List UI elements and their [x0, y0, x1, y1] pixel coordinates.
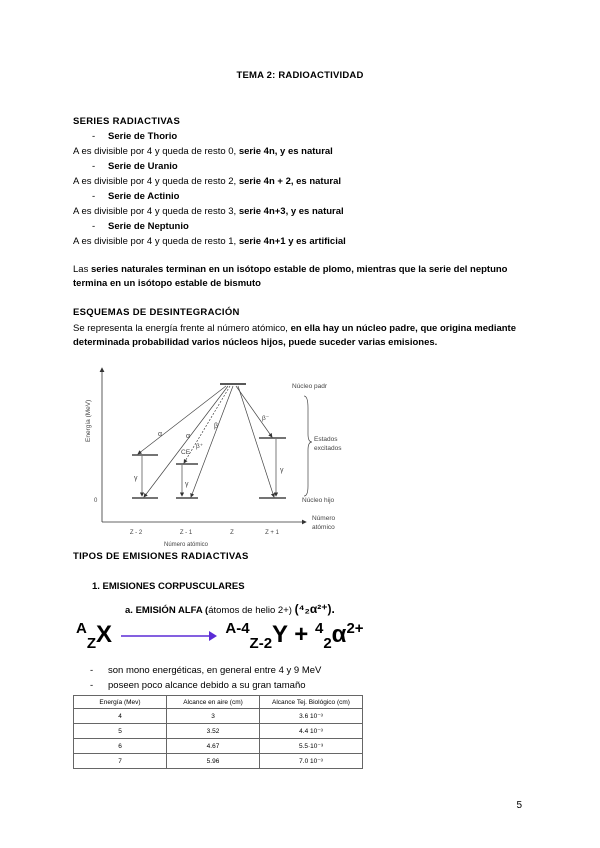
y-axis-label: Energía (MeV) — [85, 399, 92, 442]
series-desc-actinio: A es divisible por 4 y queda de resto 3, serie 4n+3, y es natural — [73, 206, 344, 217]
x-tick-z+1: Z + 1 — [265, 530, 279, 536]
gamma-label-z+1: γ — [280, 467, 284, 474]
table-cell: 3 — [167, 709, 260, 724]
series-item-neptunio: - Serie de Neptunio — [92, 221, 189, 232]
gamma-label-z-1: γ — [185, 481, 189, 488]
series-name: Serie de Uranio — [108, 161, 178, 172]
daughter-label: Núcleo hijo — [302, 497, 335, 504]
table-row — [74, 754, 363, 769]
table-cell: 7.0 10⁻³ — [260, 754, 363, 769]
series-note: Las series naturales terminan en un isótopo estable de plomo, mientras que la serie del neptuno termina en un isótopo estable de bismuto — [73, 264, 508, 289]
alpha-range-table — [73, 695, 363, 769]
alpha-bullet-1: - son mono energéticas, en general entre 4 y 9 MeV — [90, 665, 322, 676]
page-number: 5 — [516, 800, 522, 811]
beta-minus-arrow-ground — [238, 386, 274, 497]
x-tick-z-2: Z - 2 — [129, 530, 143, 536]
alpha-bullet-2: - poseen poco alcance debido a su gran tamaño — [90, 680, 306, 691]
zero-tick: 0 — [94, 498, 98, 504]
x-axis-right-2: atómico — [312, 524, 335, 531]
table-row — [74, 709, 363, 724]
ce-label: CE — [181, 449, 191, 456]
excited-brace — [304, 396, 312, 496]
table-cell: 3.52 — [167, 724, 260, 739]
table-row — [74, 739, 363, 754]
x-tick-z-1: Z - 1 — [179, 530, 193, 536]
alpha-decay-equation: $^A_Z$X $^{A-4}_{Z-2}Y + ^4_2\alpha^{2+}$ — [76, 620, 364, 652]
table-header: Alcance en aire (cm) — [167, 696, 260, 709]
decay-scheme-diagram — [76, 362, 376, 548]
emission-types-heading: TIPOS DE EMISIONES RADIACTIVAS — [73, 551, 249, 562]
series-desc-uranio: A es divisible por 4 y queda de resto 2, serie 4n + 2, es natural — [73, 176, 342, 187]
series-heading: SERIES RADIACTIVAS — [73, 116, 181, 127]
x-axis-right-1: Número — [312, 515, 336, 522]
beta-minus-arrow-excited — [236, 386, 272, 437]
ce-arrow — [184, 386, 230, 463]
series-item-actinio: - Serie de Actinio — [92, 191, 180, 202]
alpha-label: α — [158, 431, 163, 438]
beta-plus-label: β⁺ — [196, 443, 204, 450]
series-item-thorio: - Serie de Thorio — [92, 131, 178, 142]
schemes-text: Se representa la energía frente al número atómico, en ella hay un núcleo padre, que origina mediante determinada probabilidad varios núcleos hijos, puede suceder varias emisiones. — [73, 323, 516, 348]
table-cell: 4.67 — [167, 739, 260, 754]
x-axis-title: Número atómico — [163, 542, 209, 548]
table-cell: 5.96 — [167, 754, 260, 769]
beta-minus-label: β — [214, 423, 219, 430]
excited-label-2: excitados — [314, 445, 342, 452]
reaction-arrow — [119, 629, 219, 643]
table-cell: 5.5·10⁻³ — [260, 739, 363, 754]
alpha-label-2: α — [186, 433, 191, 440]
table-header-row — [74, 696, 363, 709]
table-cell: 3.6 10⁻³ — [260, 709, 363, 724]
series-name: Serie de Actinio — [108, 191, 180, 202]
table-cell: 4 — [74, 709, 167, 724]
gamma-label-z-2: γ — [134, 475, 138, 482]
series-desc-neptunio: A es divisible por 4 y queda de resto 1, serie 4n+1 y es artificial — [73, 236, 346, 247]
x-tick-z: Z — [230, 530, 234, 536]
series-item-uranio: - Serie de Uranio — [92, 161, 178, 172]
parent-label: Núcleo padr — [292, 383, 328, 390]
alpha-emission-item: a. EMISIÓN ALFA (átomos de helio 2+) (⁴₂α²⁺). — [125, 602, 335, 616]
table-cell: 5 — [74, 724, 167, 739]
series-desc-thorio: A es divisible por 4 y queda de resto 0, serie 4n, y es natural — [73, 146, 333, 157]
series-name: Serie de Neptunio — [108, 221, 189, 232]
series-name: Serie de Thorio — [108, 131, 178, 142]
alpha-arrow-excited — [138, 386, 226, 454]
page-title: TEMA 2: RADIOACTIVIDAD — [236, 70, 364, 81]
beta-minus-label-2: β⁻ — [262, 415, 270, 422]
beta-plus-arrow — [191, 386, 233, 497]
table-cell: 7 — [74, 754, 167, 769]
schemes-heading: ESQUEMAS DE DESINTEGRACIÓN — [73, 307, 240, 318]
excited-label-1: Estados — [314, 436, 338, 443]
table-row — [74, 724, 363, 739]
table-cell: 6 — [74, 739, 167, 754]
table-header: Energía (Mev) — [74, 696, 167, 709]
corpuscular-item: 1. EMISIONES CORPUSCULARES — [92, 581, 245, 592]
table-header: Alcance Tej. Biológico (cm) — [260, 696, 363, 709]
table-cell: 4.4 10⁻³ — [260, 724, 363, 739]
